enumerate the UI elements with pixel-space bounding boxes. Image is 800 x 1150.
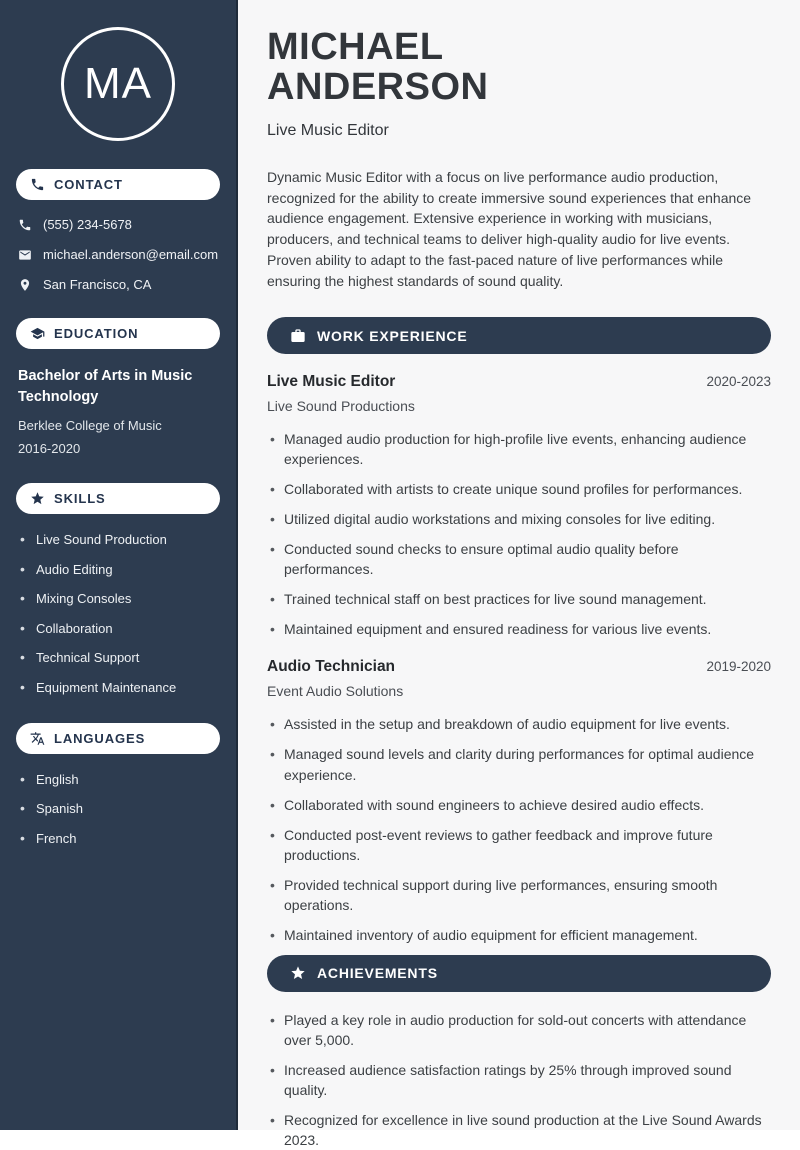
language-item: • Spanish — [20, 800, 218, 818]
job-role: Live Music Editor — [267, 373, 396, 391]
job-header — [267, 373, 771, 391]
translate-icon — [30, 731, 45, 746]
job-bullet: • Managed audio production for high-profile live events, enhancing audience experiences. — [267, 429, 771, 469]
skill-item: • Live Sound Production — [20, 531, 218, 549]
avatar — [61, 27, 175, 141]
location-value: San Francisco, CA — [43, 277, 152, 292]
email-value: michael.anderson@email.com — [43, 247, 219, 262]
avatar-initials: MA — [84, 59, 152, 108]
education-section-header — [16, 318, 220, 349]
contact-row-email — [18, 247, 218, 262]
skill-item: • Mixing Consoles — [20, 590, 218, 608]
languages-section-header — [16, 723, 220, 754]
job-bullet: • Provided technical support during live performances, ensuring smooth operations. — [267, 875, 771, 915]
contact-section-header — [16, 169, 220, 200]
briefcase-icon — [290, 328, 306, 344]
achievements-list — [267, 1010, 771, 1150]
phone-icon — [30, 177, 45, 192]
job-bullet: • Trained technical staff on best practices for live sound management. — [267, 589, 771, 609]
job-bullet: • Conducted post-event reviews to gather feedback and improve future productions. — [267, 825, 771, 865]
summary-paragraph: Dynamic Music Editor with a focus on live performance audio production, recognized for the ability to create immersive sound experiences that enhance audience engagement. Extensive experience in working with musicians, producers, and technical teams to deliver high-quality audio for live events. Proven ability to adapt to the fast-paced nature of live performances while ensuring the highest standards of sound quality. — [267, 169, 752, 289]
languages-list — [20, 771, 218, 848]
star-icon — [290, 965, 306, 981]
achievements-section-header — [267, 955, 771, 992]
job-bullet: • Collaborated with artists to create unique sound profiles for performances. — [267, 479, 771, 499]
job-dates: 2020-2023 — [706, 374, 771, 390]
contact-row-location — [18, 277, 218, 292]
language-item: • English — [20, 771, 218, 789]
job-bullet-list — [267, 714, 771, 944]
work-experience-label: WORK EXPERIENCE — [317, 327, 468, 344]
job-bullet-list — [267, 429, 771, 639]
skill-item: • Technical Support — [20, 649, 218, 667]
phone-value: (555) 234-5678 — [43, 217, 132, 232]
skills-list — [20, 531, 218, 696]
contact-row-phone — [18, 217, 218, 232]
skill-item: • Audio Editing — [20, 561, 218, 579]
job-company: Live Sound Productions — [267, 398, 415, 415]
sidebar — [0, 0, 238, 1130]
achievement-item: • Played a key role in audio production for sold-out concerts with attendance over 5,000. — [267, 1010, 771, 1050]
job-entry — [267, 658, 771, 944]
job-company: Event Audio Solutions — [267, 683, 404, 700]
job-bullet: • Maintained equipment and ensured readiness for various live events. — [267, 619, 771, 639]
professional-title: Live Music Editor — [267, 122, 389, 140]
contact-list — [18, 217, 218, 292]
name-line-2: ANDERSON — [267, 65, 489, 108]
star-icon — [30, 491, 45, 506]
job-role: Audio Technician — [267, 658, 396, 676]
skill-item: • Collaboration — [20, 620, 218, 638]
job-dates: 2019-2020 — [706, 659, 771, 675]
job-bullet: • Assisted in the setup and breakdown of audio equipment for live events. — [267, 714, 771, 734]
name-line-1: MICHAEL — [267, 26, 444, 68]
job-entry — [267, 373, 771, 639]
education-school: Berklee College of Music — [18, 418, 162, 434]
languages-section-label: LANGUAGES — [54, 730, 146, 746]
job-bullet: • Utilized digital audio workstations and mixing consoles for live editing. — [267, 509, 771, 529]
job-bullet: • Managed sound levels and clarity during performances for optimal audience experience. — [267, 744, 771, 784]
job-bullet: • Conducted sound checks to ensure optimal audio quality before performances. — [267, 539, 771, 579]
achievements-label: ACHIEVEMENTS — [317, 965, 438, 982]
job-bullet: • Collaborated with sound engineers to achieve desired audio effects. — [267, 795, 771, 815]
education-years: 2016-2020 — [18, 441, 81, 457]
work-experience-section-header — [267, 317, 771, 354]
skills-section-label: SKILLS — [54, 491, 106, 507]
education-degree: Bachelor of Arts in Music Technology — [18, 368, 193, 406]
achievement-item: • Increased audience satisfaction ratings by 25% through improved sound quality. — [267, 1060, 771, 1100]
phone-icon — [18, 218, 32, 232]
page-title — [267, 28, 771, 107]
job-bullet: • Maintained inventory of audio equipment for efficient management. — [267, 925, 771, 945]
mail-icon — [18, 248, 32, 262]
main-content — [238, 0, 800, 1148]
education-entry — [18, 366, 218, 456]
language-item: • French — [20, 830, 218, 848]
skill-item: • Equipment Maintenance — [20, 679, 218, 697]
location-icon — [18, 278, 32, 292]
contact-section-label: CONTACT — [54, 177, 123, 192]
job-header — [267, 658, 771, 676]
education-section-label: EDUCATION — [54, 326, 139, 341]
graduation-cap-icon — [30, 326, 45, 341]
achievement-item: • Recognized for excellence in live sound production at the Live Sound Awards 2023. — [267, 1110, 771, 1150]
skills-section-header — [16, 483, 220, 514]
